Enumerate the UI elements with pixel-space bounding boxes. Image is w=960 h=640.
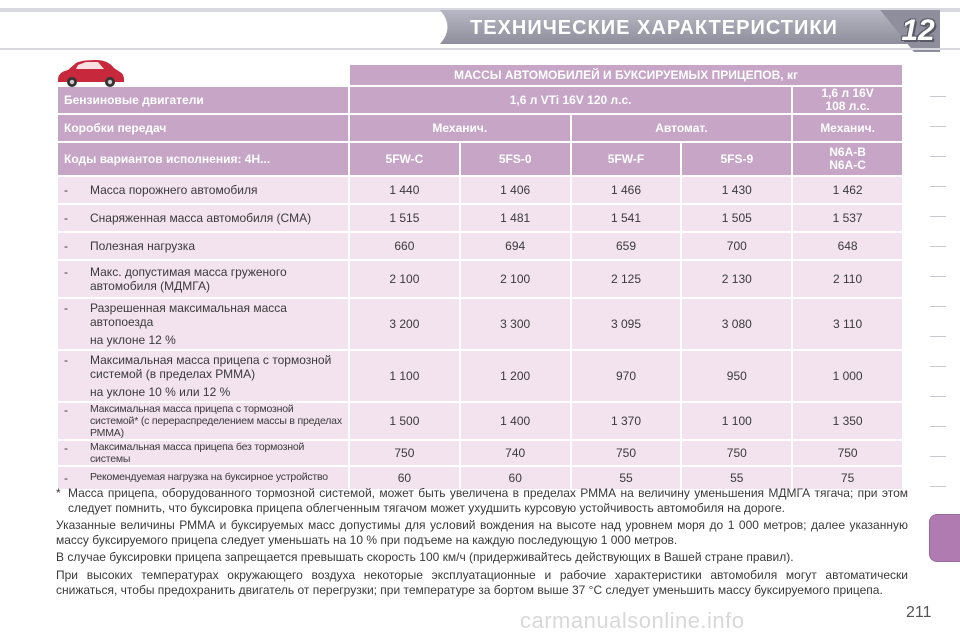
table-row: [58, 261, 902, 297]
codes-label: Коды вариантов исполнения: 4H...: [58, 143, 348, 175]
row-value: 740: [461, 441, 570, 465]
row-dash: -: [64, 239, 68, 253]
notes-section: [56, 486, 908, 600]
row-label: Рекомендуемая нагрузка на буксирное устройство: [90, 471, 328, 483]
row-dash: -: [64, 265, 68, 279]
row-value: 3 110: [793, 299, 902, 349]
row-dash: -: [64, 301, 68, 315]
row-value: 3 200: [350, 299, 459, 349]
row-value: 750: [682, 441, 791, 465]
engine-b: [793, 87, 902, 113]
row-dash: -: [64, 353, 68, 367]
row-dash: -: [64, 471, 68, 485]
code-cell-last: [793, 143, 902, 175]
row-value: 659: [572, 233, 681, 259]
row-value: 1 466: [572, 177, 681, 203]
row-value: 1 400: [461, 403, 570, 439]
side-tab-marker: [930, 96, 946, 97]
gearbox-manual: Механич.: [350, 115, 570, 141]
row-value: 60: [461, 467, 570, 489]
page-number: 211: [906, 604, 932, 621]
row-label: Разрешенная максимальная масса автопоезда: [90, 301, 287, 329]
code-cell: 5FS-0: [461, 143, 570, 175]
row-value: 2 125: [572, 261, 681, 297]
chapter-number: 12: [901, 14, 935, 47]
chapter-tab-active[interactable]: [929, 514, 960, 562]
row-value: 1 541: [572, 205, 681, 231]
row-value: 60: [350, 467, 459, 489]
side-tab-marker: [930, 396, 946, 397]
row-value: 2 130: [682, 261, 791, 297]
side-tab-marker: [930, 486, 946, 487]
gearbox-manual-2: Механич.: [793, 115, 902, 141]
table-row: [58, 351, 902, 401]
note-paragraph: В случае буксировки прицепа запрещается превышать скорость 100 км/ч (придерживайтесь действующих в Вашей стране правил).: [56, 550, 794, 565]
row-value: 1 515: [350, 205, 459, 231]
gearbox-label: Коробки передач: [58, 115, 348, 141]
row-value: 1 370: [572, 403, 681, 439]
row-sublabel: на уклоне 12 %: [90, 333, 176, 347]
footnote-text: Масса прицепа, оборудованного тормозной системой, может быть увеличена в пределах РММА на величину уменьшения МДМГА тягача; при этом следует помнить, что буксировка прицепа облегченным тягачом может ухудшить курсовую устойчивость автомобиля на дороге.: [68, 486, 908, 515]
table-row: [58, 403, 902, 439]
engine-b-line1: 1,6 л 16V: [821, 86, 874, 100]
row-value: 55: [682, 467, 791, 489]
row-dash: -: [64, 403, 68, 417]
table-row: [58, 441, 902, 465]
side-tab-marker: [930, 246, 946, 247]
row-value: 1 481: [461, 205, 570, 231]
side-tab-marker: [930, 156, 946, 157]
engine-b-line2: 108 л.с.: [825, 99, 870, 113]
engines-label: Бензиновые двигатели: [58, 87, 348, 113]
row-value: 1 500: [350, 403, 459, 439]
row-label: Максимальная масса прицепа без тормозной системы: [90, 441, 305, 465]
row-value: 750: [350, 441, 459, 465]
footnote-star: *: [56, 486, 61, 500]
gearbox-auto: Автомат.: [572, 115, 792, 141]
row-value: 1 350: [793, 403, 902, 439]
row-value: 3 080: [682, 299, 791, 349]
code-cell: 5FW-F: [572, 143, 681, 175]
row-label: Снаряженная масса автомобиля (СМА): [90, 211, 312, 225]
row-label: Масса порожнего автомобиля: [90, 183, 258, 197]
row-value: 2 110: [793, 261, 902, 297]
row-value: 1 100: [350, 351, 459, 401]
table-row: [58, 205, 902, 231]
row-value: 1 430: [682, 177, 791, 203]
note-paragraph: Указанные величины РММА и буксируемых масс допустимы для условий вождения на высоте над уровнем моря до 1 000 метров; далее указанную массу буксируемого прицепа следует уменьшать на 10 % при подъеме на каждую последующую 1 000 метров.: [56, 518, 908, 547]
side-tab-marker: [930, 216, 946, 217]
side-tab-marker: [930, 456, 946, 457]
code-last-line1: N6A-B: [829, 145, 866, 159]
row-label: Макс. допустимая масса груженого автомобиля (МДМГА): [90, 265, 287, 293]
row-value: 1 000: [793, 351, 902, 401]
note-paragraph: При высоких температурах окружающего воздуха некоторые эксплуатационные и рабочие характеристики автомобиля могут автоматически снижаться, чтобы предохранить двигатель от перегрузки; при температуре за бортом выше 37 °C следует уменьшить массу буксируемого прицепа.: [56, 567, 908, 597]
row-dash: -: [64, 441, 68, 455]
table-row: [58, 177, 902, 203]
row-value: 3 095: [572, 299, 681, 349]
row-value: 3 300: [461, 299, 570, 349]
row-value: 648: [793, 233, 902, 259]
side-tab-marker: [930, 336, 946, 337]
row-value: 950: [682, 351, 791, 401]
row-value: 55: [572, 467, 681, 489]
row-value: 694: [461, 233, 570, 259]
row-value: 1 200: [461, 351, 570, 401]
row-sublabel: на уклоне 10 % или 12 %: [90, 385, 231, 399]
engine-a: 1,6 л VTi 16V 120 л.с.: [350, 87, 791, 113]
mass-spec-table: [56, 63, 904, 491]
side-tab-marker: [930, 306, 946, 307]
row-value: 750: [793, 441, 902, 465]
row-value: 1 537: [793, 205, 902, 231]
table-row: [58, 233, 902, 259]
row-value: 700: [682, 233, 791, 259]
row-value: 2 100: [461, 261, 570, 297]
row-value: 1 462: [793, 177, 902, 203]
row-value: 1 505: [682, 205, 791, 231]
side-tab-marker: [930, 426, 946, 427]
row-value: 970: [572, 351, 681, 401]
row-label: Максимальная масса прицепа с тормозной системой* (с перераспределением массы в пределах РММА): [90, 403, 342, 439]
row-value: 660: [350, 233, 459, 259]
watermark: carmanualsonline.info: [520, 608, 745, 633]
table-title: МАССЫ АВТОМОБИЛЕЙ И БУКСИРУЕМЫХ ПРИЦЕПОВ, кг: [350, 65, 902, 85]
side-tab-marker: [930, 186, 946, 187]
row-dash: -: [64, 183, 68, 197]
row-value: 750: [572, 441, 681, 465]
side-tab-marker: [930, 366, 946, 367]
row-value: 1 440: [350, 177, 459, 203]
row-value: 2 100: [350, 261, 459, 297]
page-title: ТЕХНИЧЕСКИЕ ХАРАКТЕРИСТИКИ: [470, 17, 838, 39]
row-dash: -: [64, 211, 68, 225]
row-label: Максимальная масса прицепа с тормозной системой (в пределах РММА): [90, 353, 332, 381]
side-tab-marker: [930, 276, 946, 277]
code-cell: 5FS-9: [682, 143, 791, 175]
row-label: Полезная нагрузка: [90, 239, 195, 253]
side-tab-marker: [930, 126, 946, 127]
code-last-line2: N6A-C: [829, 158, 866, 172]
row-value: 1 406: [461, 177, 570, 203]
row-value: 75: [793, 467, 902, 489]
code-cell: 5FW-C: [350, 143, 459, 175]
row-value: 1 100: [682, 403, 791, 439]
table-row: [58, 299, 902, 349]
